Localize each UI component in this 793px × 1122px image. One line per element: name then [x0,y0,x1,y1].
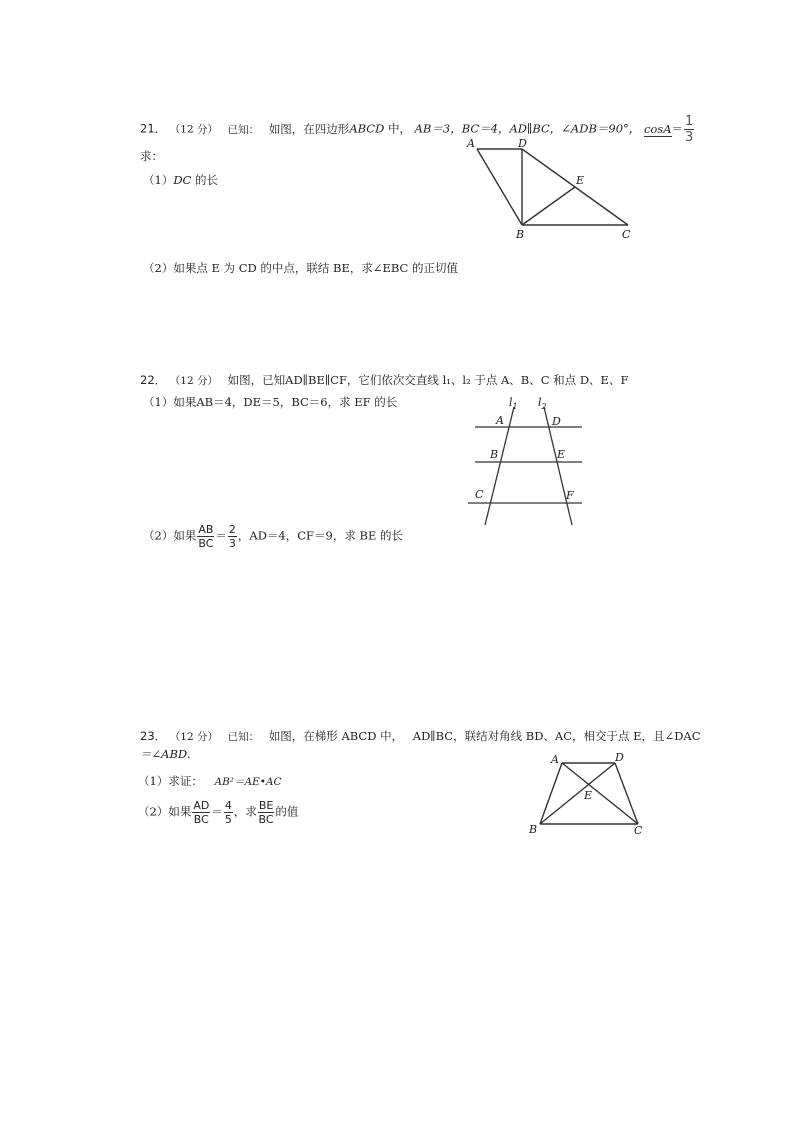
q23-stem-text: 如图，在梯形 ABCD 中， [268,729,404,743]
q22-label-b: B [490,448,499,461]
q23-label-c: C [634,824,643,837]
q21-frac-den: 3 [685,130,694,145]
q22-label-f: F [566,489,574,502]
q23-score: （12 分） [169,731,218,743]
q23-label-d: D [615,751,624,764]
q21-part2-text: 如果点 E 为 CD 的中点，联结 BE，求∠EBC 的正切值 [173,261,459,275]
q21-conditions: AB＝3，BC＝4，AD∥BC，∠ADB＝90°， [414,121,641,136]
q21-stem-b: 中， [384,121,411,136]
q21-figure [460,130,640,245]
q22-score: （12 分） [169,375,218,387]
q23-part2-pre: 如果 [168,804,192,819]
q23-part2-mid: ，求 [233,804,257,819]
q23-fraction-be-bc [258,800,275,825]
q21-part1-text: 的长 [191,173,219,187]
q21-cos: cosA [643,121,672,136]
q23-stem-b: AD∥BC，联结对角线 BD、AC，相交于点 E，且∠DAC [412,729,701,743]
q23-frac3-den: BC [258,813,274,826]
q21-fraction [684,115,694,144]
q21-eq: ＝ [671,121,684,136]
q23-frac1-num: AD [193,799,210,812]
q23-figure [520,748,650,840]
q22-stem [140,372,628,388]
q23-part2-post: 的值 [275,804,299,819]
q22-label-e: E [557,448,566,461]
q23-part1-no: （1） [138,774,169,788]
q22-frac1-num: AB [198,523,214,536]
q22-number: 22． [140,373,167,387]
q22-part2-pre: 如果 [173,528,197,543]
q22-part1-no: （1） [143,395,174,409]
q22-label-l1: $l_1$ [509,396,518,411]
q22-figure [465,395,590,530]
q21-frac-num: 1 [685,114,694,129]
q21-score: （12 分） [169,123,218,136]
q23-part1 [138,773,282,789]
q23-label-b: B [529,823,538,836]
q21-label-d: D [518,137,527,150]
q23-part1-text: 求证： [168,774,203,788]
q21-quad: ABCD [349,121,385,136]
q23-stem [140,728,701,744]
q22-label-l2: $l_2$ [538,396,547,411]
q23-fraction-ad-bc [192,800,210,825]
q22-stem-text: 如图，已知AD∥BE∥CF，它们依次交直线 l₁、l₂ 于点 A、B、C 和点 D、E、F [227,373,629,387]
q21-ask: 求： [140,149,163,163]
q23-stem-c: ＝∠ABD. [140,747,191,761]
q22-label-a: A [496,414,504,427]
q23-frac1-den: BC [193,813,209,826]
q22-part2-post: ，AD＝4，CF＝9，求 BE 的长 [237,528,403,543]
q21-label-c: C [622,228,631,241]
q22-frac2-den: 3 [228,537,236,550]
q23-frac2-num: 4 [224,799,232,812]
q23-part2 [138,800,298,825]
q22-fraction-2-3 [228,524,237,549]
q22-part1 [143,394,397,410]
q21-label-b: B [516,228,525,241]
q21-edge-be [522,187,575,225]
q22-label-c: C [475,488,484,501]
q22-eq: ＝ [215,528,227,543]
q23-part2-no: （2） [138,804,169,819]
q23-frac3-num: BE [258,799,274,812]
q21-part1-no: （1） [143,173,174,187]
q22-frac2-num: 2 [228,523,236,536]
q21-part2 [143,260,458,276]
q21-stem-a: 如图，在四边形 [268,121,350,136]
q21-part1 [143,172,218,188]
q23-fraction-4-5 [224,800,233,825]
q21-label-a: A [467,137,475,150]
q23-frac2-den: 5 [224,813,232,826]
q22-part2-no: （2） [143,528,174,543]
q21-part1-var: DC [173,173,192,187]
q21-part2-no: （2） [143,261,174,275]
q21-label-e: E [576,174,585,187]
q23-number: 23． [140,729,167,743]
q23-given: 已知： [227,731,260,743]
q21-given: 已知： [227,123,260,136]
q22-label-d: D [552,415,561,428]
q23-part1-eq: AB²＝AE•AC [214,776,282,788]
q23-label-e: E [584,789,593,802]
q21-number: 21． [140,121,167,136]
q22-part2 [143,524,403,549]
q22-part1-text: 如果AB＝4，DE＝5，BC＝6，求 EF 的长 [173,395,398,409]
q22-fraction-ab-bc [197,524,214,549]
q21-edge-ab [477,149,522,225]
q23-label-a: A [551,753,559,766]
q23-eq: ＝ [211,804,223,819]
q22-frac1-den: BC [198,537,214,550]
